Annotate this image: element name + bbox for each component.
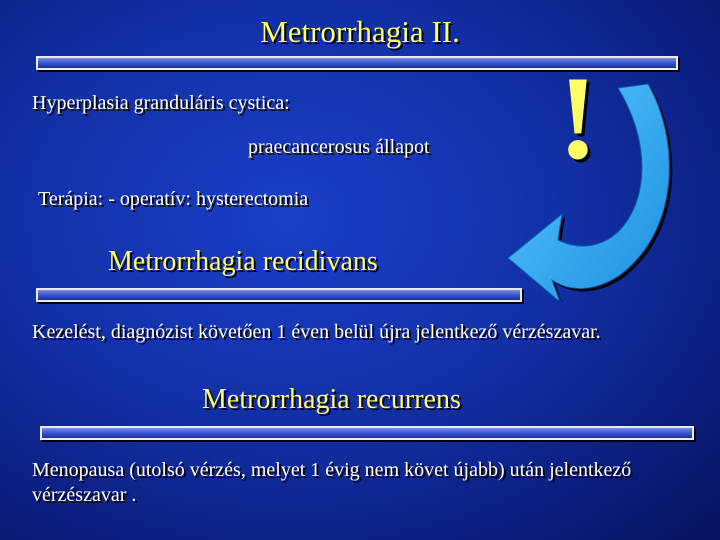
recidivans-divider-bar xyxy=(36,288,522,302)
slide-title: Metrorrhagia II. xyxy=(260,14,460,49)
therapy-text: Terápia: - operatív: hysterectomia xyxy=(38,188,309,210)
recurrens-divider-bar xyxy=(40,426,694,440)
curved-arrow-icon xyxy=(500,80,700,300)
heading-recidivans: Metrorrhagia recidivans xyxy=(108,246,378,277)
exclamation-icon: ! xyxy=(558,51,598,184)
recidivans-paragraph: Kezelést, diagnózist követően 1 éven belül újra jelentkező vérzészavar. xyxy=(32,321,601,343)
hyperplasia-label: Hyperplasia granduláris cystica: xyxy=(32,92,290,114)
praecancerosus-text: praecancerosus állapot xyxy=(248,136,430,158)
heading-recurrens: Metrorrhagia recurrens xyxy=(202,384,461,415)
recurrens-paragraph: Menopausa (utolsó vérzés, melyet 1 évig nem követ újabb) után jelentkező vérzészavar . xyxy=(32,459,632,506)
